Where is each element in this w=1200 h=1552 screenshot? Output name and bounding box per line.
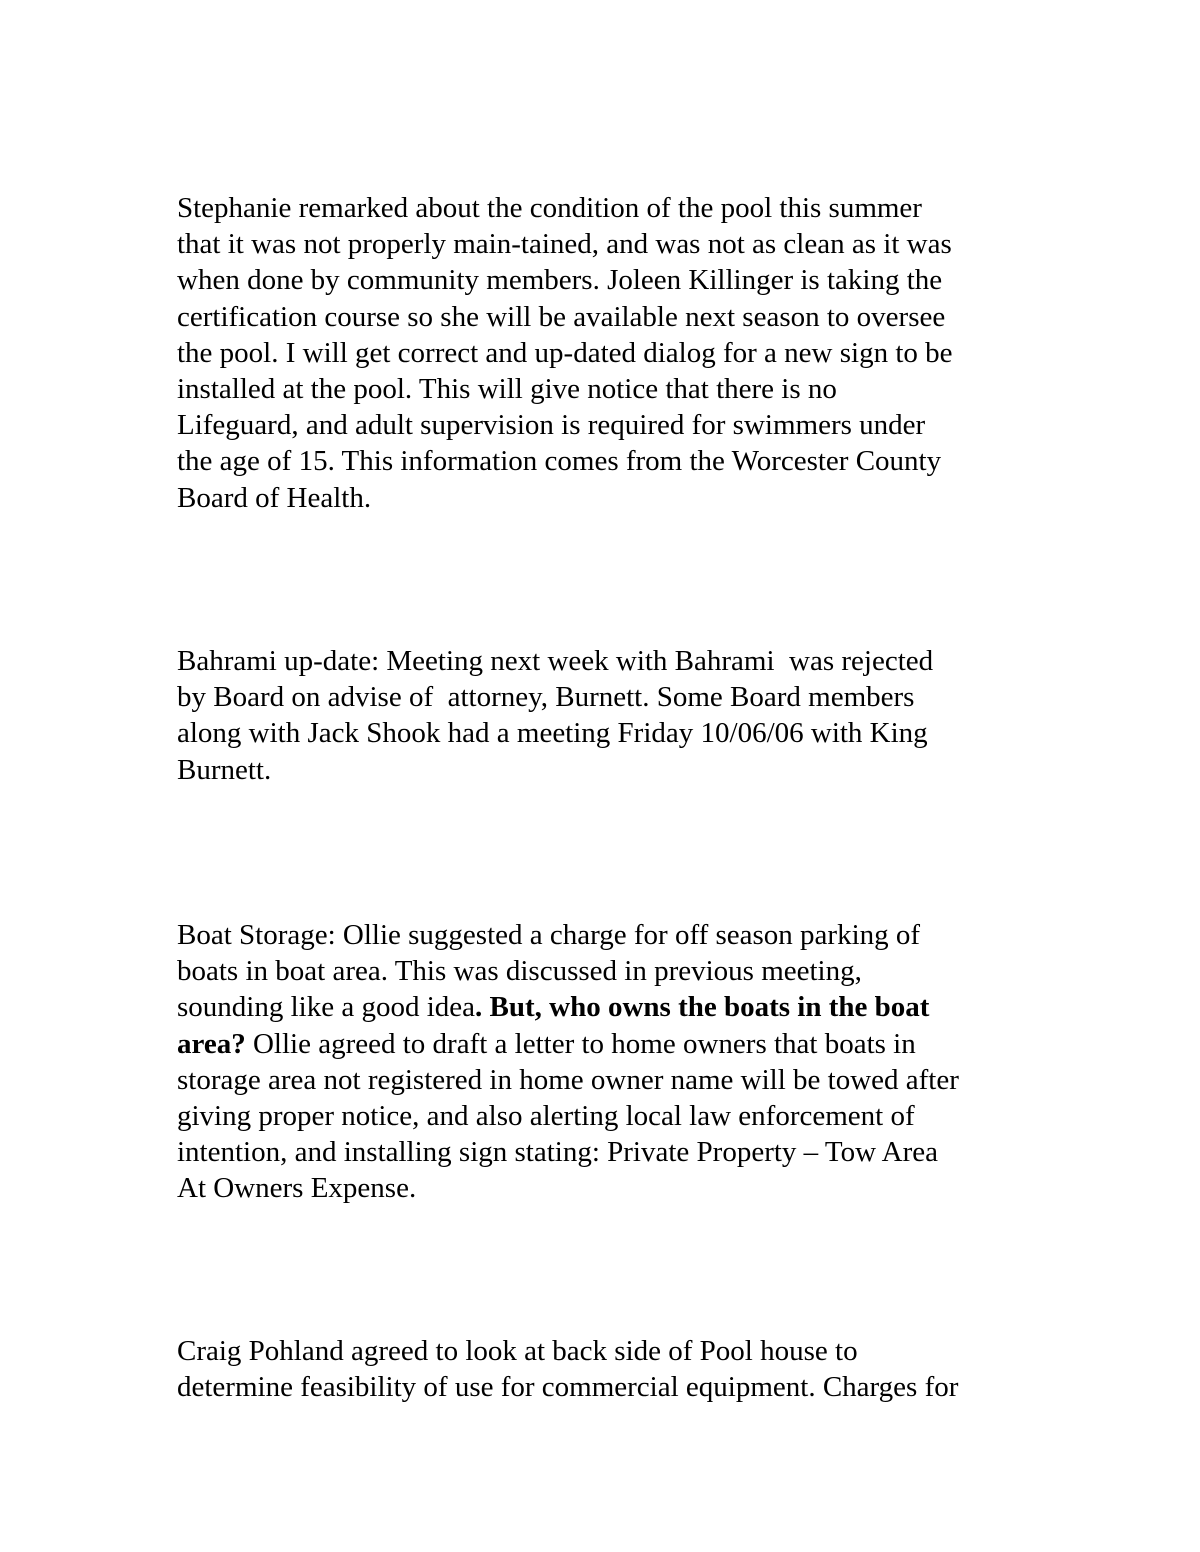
- paragraph-pool-house: [177, 1333, 1037, 1405]
- text-line: when done by community members. Joleen Killinger is taking the: [177, 264, 943, 297]
- text-line: installed at the pool. This will give notice that there is no: [177, 373, 837, 406]
- text-line: Craig Pohland agreed to look at back side of Pool house to: [177, 1335, 858, 1367]
- text-line: boats in boat area. This was discussed in previous meeting,: [177, 955, 862, 988]
- text-line: Bahrami up-date: Meeting next week with Bahrami was rejected: [177, 645, 934, 677]
- text-line: along with Jack Shook had a meeting Friday 10/06/06 with King: [177, 717, 928, 750]
- text-line: Burnett.: [177, 753, 272, 786]
- text-line: At Owners Expense.: [177, 1172, 417, 1205]
- text-line: Board of Health.: [177, 481, 372, 514]
- paragraph-boat-storage: [177, 917, 1037, 1207]
- text-line: [177, 989, 1037, 1025]
- text-line: intention, and installing sign stating: Private Property – Tow Area: [177, 1136, 939, 1169]
- text-segment: Ollie agreed to draft a letter to home owners that boats in: [245, 1027, 916, 1060]
- text-line: the pool. I will get correct and up-dated dialog for a new sign to be: [177, 336, 953, 369]
- text-line: Stephanie remarked about the condition of the pool this summer: [177, 192, 922, 224]
- bold-question-text: area?: [177, 1027, 246, 1060]
- text-line: by Board on advise of attorney, Burnett. Some Board members: [177, 681, 915, 714]
- text-line: giving proper notice, and also alerting local law enforcement of: [177, 1100, 915, 1133]
- text-line: that it was not properly main-tained, and was not as clean as it was: [177, 228, 952, 261]
- text-line: the age of 15. This information comes from the Worcester County: [177, 445, 942, 478]
- text-line: certification course so she will be available next season to oversee: [177, 300, 946, 333]
- bold-question-text: . But, who owns the boats in the boat: [475, 991, 930, 1024]
- text-line: determine feasibility of use for commercial equipment. Charges for: [177, 1371, 959, 1404]
- paragraph-bahrami-update: [177, 643, 1037, 788]
- paragraph-pool-condition: [177, 190, 1037, 516]
- text-line: [177, 1026, 1037, 1062]
- text-line: Lifeguard, and adult supervision is required for swimmers under: [177, 409, 926, 442]
- text-segment: sounding like a good idea: [177, 991, 476, 1024]
- text-line: Boat Storage: Ollie suggested a charge for off season parking of: [177, 919, 921, 951]
- text-line: storage area not registered in home owner name will be towed after: [177, 1063, 959, 1096]
